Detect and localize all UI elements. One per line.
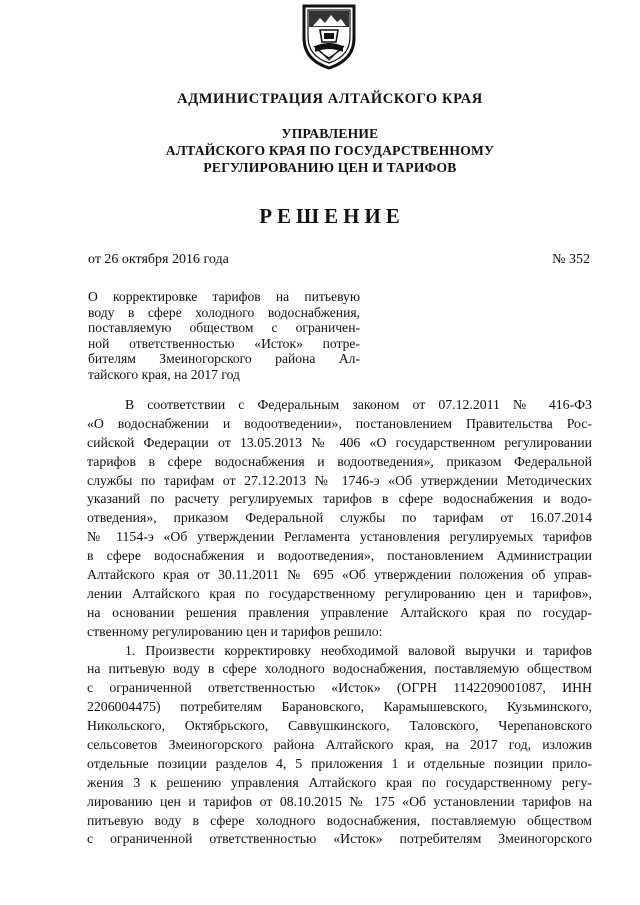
body-line: указаний по расчету регулируемых тарифов в сфере водоснабжения и водо- [87, 491, 592, 507]
body-line: сельсоветов Змеиногорского района Алтайского края, на 2017 год, изложив [87, 737, 592, 753]
subject-line: поставляемую обществом с ограничен- [88, 320, 360, 336]
body-line: на питьевую воду в сфере холодного водоснабжения, поставляемую обществом [87, 661, 592, 677]
department-title-line-3: РЕГУЛИРОВАНИЮ ЦЕН И ТАРИФОВ [203, 160, 457, 175]
document-number: № 352 [552, 252, 590, 267]
document-date: от 26 октября 2016 года [88, 252, 229, 267]
body-line: отдельные позиции разделов 4, 5 приложения 1 и отдельные позиции прило- [87, 755, 592, 771]
body-line: ственному регулированию цен и тарифов решило: [87, 623, 383, 639]
subject-line: О корректировке тарифов на питьевую [88, 289, 360, 304]
subject-line: тайского края, на 2017 год [88, 366, 240, 382]
body-line: на основании решения правления управление Алтайского края по государ- [87, 604, 592, 620]
body-line: лении Алтайского края по государственному регулированию цен и тарифов», [87, 585, 592, 601]
body-line: «О водоснабжении и водоотведении», постановлением Правительства Рос- [87, 415, 592, 431]
body-line: тарифов в сфере водоснабжения и водоотведения», приказом Федеральной [87, 453, 592, 469]
administration-title: АДМИНИСТРАЦИЯ АЛТАЙСКОГО КРАЯ [177, 91, 483, 107]
body-line: отведения», приказом Федеральной службы по тарифам от 16.07.2014 [87, 510, 592, 526]
body-line: с ограниченной ответственностью «Исток» потребителям Змеиногорского [87, 831, 592, 847]
document-subject [88, 289, 360, 383]
body-line: 2206004475) потребителям Барановского, Карамышевского, Кузьминского, [87, 699, 592, 715]
subject-line: воду в сфере холодного водоснабжения, [88, 304, 360, 320]
department-title-line-2: АЛТАЙСКОГО КРАЯ ПО ГОСУДАРСТВЕННОМУ [165, 143, 495, 158]
department-title-line-1: УПРАВЛЕНИЕ [281, 126, 379, 141]
body-line: № 1154-э «Об утверждении Регламента установления регулируемых тарифов [87, 529, 592, 545]
body-line: службы по тарифам от 27.12.2013 № 1746-э «Об утверждении Методических [87, 472, 592, 488]
body-line: Никольского, Октябрьского, Саввушкинского, Таловского, Черепановского [87, 718, 592, 734]
document-type-heading: РЕШЕНИЕ [259, 204, 405, 228]
body-line: жения 3 к решению управления Алтайского края по государственному регу- [87, 774, 592, 790]
body-line: с ограниченной ответственностью «Исток» (ОГРН 1142209001087, ИНН [87, 680, 592, 696]
subject-line: ной ответственностью «Исток» потре- [88, 335, 360, 351]
body-line: питьевую воду в сфере холодного водоснабжения, поставляемую обществом [87, 812, 592, 828]
altai-krai-coat-of-arms-icon [300, 2, 358, 70]
body-line: сийской Федерации от 13.05.2013 № 406 «О государственном регулировании [87, 434, 592, 450]
body-line: 1. Произвести корректировку необходимой валовой выручки и тарифов [125, 642, 592, 658]
body-line: в сфере водоснабжения и водоотведения», постановлением Администрации [87, 548, 592, 564]
body-line: лированию цен и тарифов от 08.10.2015 № 175 «Об установлении тарифов на [87, 793, 592, 809]
body-line: В соответствии с Федеральным законом от 07.12.2011 № 416-ФЗ [125, 397, 592, 412]
subject-line: бителям Змеиногорского района Ал- [88, 351, 360, 367]
document-body [87, 396, 592, 849]
body-line: Алтайского края от 30.11.2011 № 695 «Об утверждении положения об управ- [87, 567, 592, 583]
